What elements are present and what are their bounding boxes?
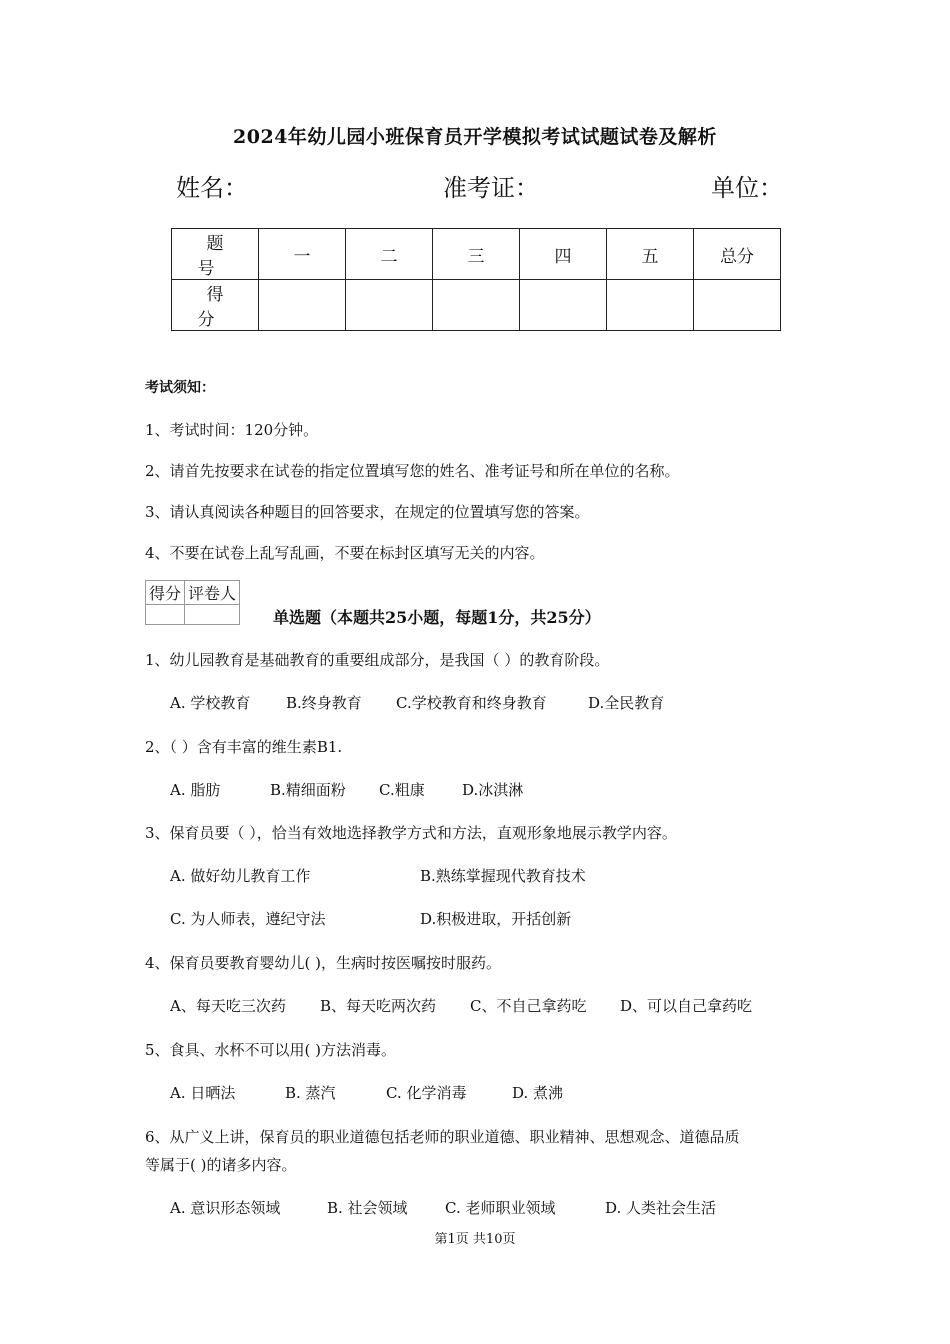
question-option: B. 社会领域: [327, 1199, 408, 1217]
score-table-score-cell: [259, 280, 346, 331]
grader-box-score-label: 得分: [146, 581, 185, 605]
question-option: C、不自己拿药吃: [470, 997, 587, 1015]
question-stem: 2、（ ）含有丰富的维生素B1.: [145, 738, 343, 756]
question-stem: 5、食具、水杯不可以用( )方法消毒。: [145, 1041, 397, 1059]
score-table-header-cell: 三: [433, 229, 520, 280]
question-stem: 3、保育员要（ ），恰当有效地选择教学方式和方法，直观形象地展示教学内容。: [145, 824, 677, 842]
score-table-header-cell: 总分: [694, 229, 781, 280]
document-title: 2024年幼儿园小班保育员开学模拟考试试题试卷及解析: [233, 126, 717, 148]
question-option: C. 为人师表，遵纪守法: [170, 910, 326, 928]
grader-box-score-cell: [146, 605, 185, 625]
question-stem-line: 等属于( )的诸多内容。: [145, 1156, 297, 1174]
notice-item: 1、考试时间：120分钟。: [145, 421, 319, 439]
question-stem-line: 6、从广义上讲，保育员的职业道德包括老师的职业道德、职业精神、思想观念、道德品质: [145, 1128, 740, 1146]
grader-box-grader-label: 评卷人: [185, 581, 240, 605]
question-option: B、每天吃两次药: [320, 997, 437, 1015]
question-option: A. 日晒法: [170, 1084, 236, 1102]
question-option: D. 煮沸: [512, 1084, 564, 1102]
score-table-score-cell: [433, 280, 520, 331]
score-table: [171, 228, 781, 331]
question-option: A. 意识形态领域: [170, 1199, 281, 1217]
score-table-header-row: [172, 229, 781, 280]
question-option: A. 脂肪: [170, 781, 221, 799]
question-option: C. 老师职业领域: [445, 1199, 556, 1217]
question-option: D.全民教育: [588, 694, 665, 712]
section-title: 单选题（本题共25小题，每题1分，共25分）: [273, 608, 601, 627]
question-option: B.终身教育: [286, 694, 362, 712]
notice-item: 4、不要在试卷上乱写乱画，不要在标封区填写无关的内容。: [145, 544, 545, 562]
exam-id-field-label: 准考证：: [443, 174, 539, 202]
question-option: D.积极进取，开括创新: [420, 910, 572, 928]
unit-field-label: 单位：: [711, 174, 783, 202]
question-option: D.冰淇淋: [462, 781, 524, 799]
notice-item: 2、请首先按要求在试卷的指定位置填写您的姓名、准考证号和所在单位的名称。: [145, 462, 680, 480]
grader-box-grader-cell: [185, 605, 240, 625]
question-option: B.精细面粉: [270, 781, 346, 799]
notice-title: 考试须知：: [145, 380, 215, 396]
question-option: D. 人类社会生活: [605, 1199, 717, 1217]
score-table-score-label: 得 分: [172, 280, 259, 331]
question-option: B.熟练掌握现代教育技术: [420, 867, 586, 885]
name-field-label: 姓名：: [176, 174, 248, 202]
score-table-header-label: 题 号: [172, 229, 259, 280]
score-table-header-cell: 五: [607, 229, 694, 280]
score-table-header-cell: 二: [346, 229, 433, 280]
question-stem: 1、幼儿园教育是基础教育的重要组成部分，是我国（ ）的教育阶段。: [145, 651, 610, 669]
question-option: D、可以自己拿药吃: [620, 997, 753, 1015]
score-table-score-row: [172, 280, 781, 331]
question-option: A. 做好幼儿教育工作: [170, 867, 311, 885]
score-table-score-cell: [694, 280, 781, 331]
question-option: C.粗康: [379, 781, 425, 799]
question-option: C.学校教育和终身教育: [396, 694, 547, 712]
question-option: C. 化学消毒: [386, 1084, 467, 1102]
question-option: A. 学校教育: [170, 694, 251, 712]
score-table-header-cell: 一: [259, 229, 346, 280]
score-table-score-cell: [520, 280, 607, 331]
question-stem: 4、保育员要教育婴幼儿( )，生病时按医嘱按时服药。: [145, 954, 502, 972]
score-table-header-cell: 四: [520, 229, 607, 280]
page-footer: 第1页 共10页: [434, 1232, 516, 1247]
notice-item: 3、请认真阅读各种题目的回答要求，在规定的位置填写您的答案。: [145, 503, 590, 521]
score-table-score-cell: [607, 280, 694, 331]
grader-box: [145, 580, 240, 625]
question-option: A、每天吃三次药: [170, 997, 286, 1015]
score-table-score-cell: [346, 280, 433, 331]
question-option: B. 蒸汽: [285, 1084, 336, 1102]
